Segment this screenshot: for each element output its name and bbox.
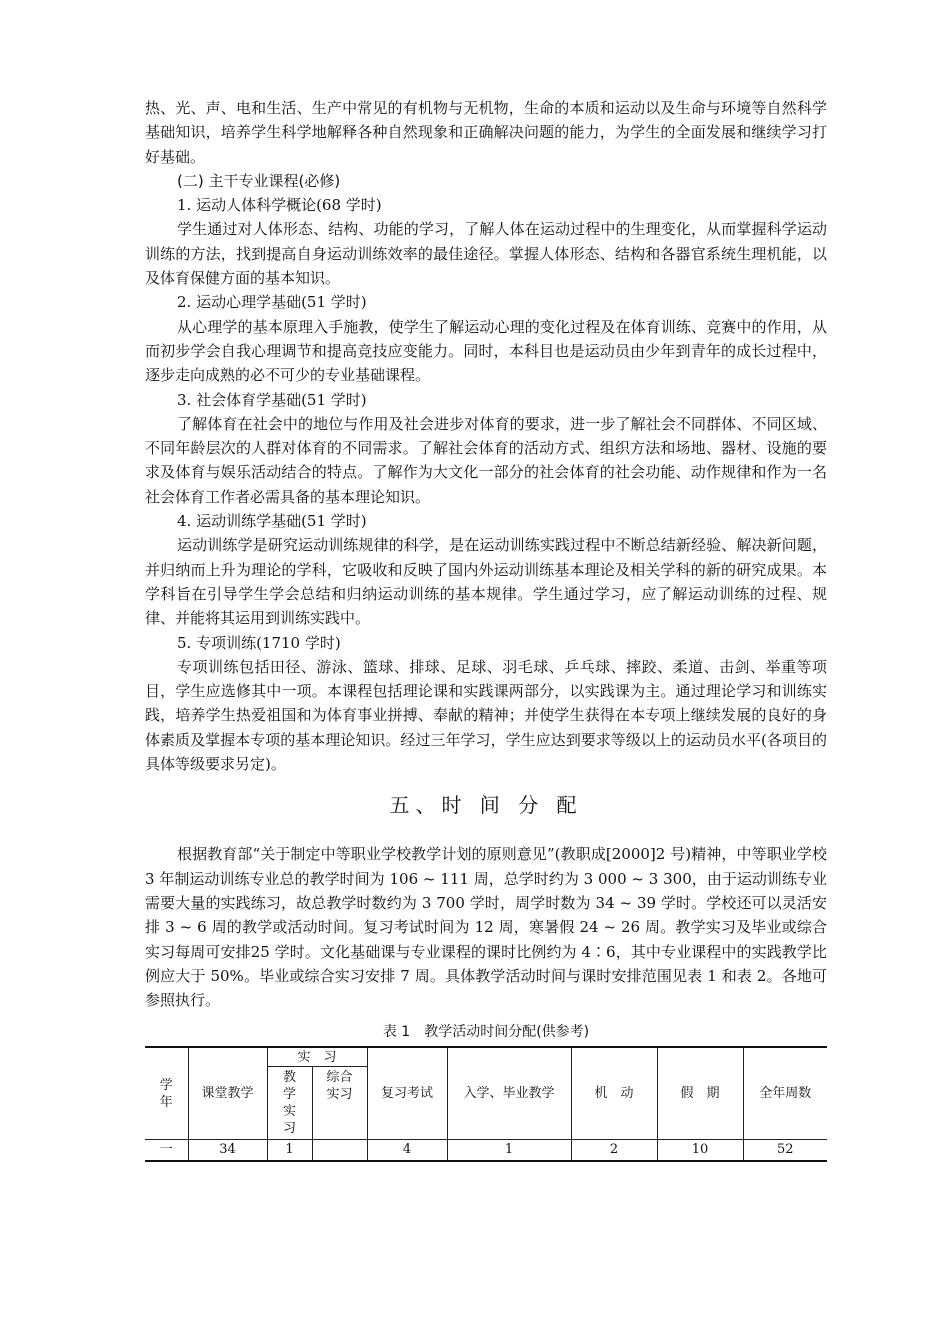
cell-total-weeks: 52 [743, 1140, 827, 1162]
header-classroom: 课堂教学 [188, 1047, 267, 1140]
course-3-title: 3. 社会体育学基础(51 学时) [177, 390, 367, 409]
table-row [145, 1140, 827, 1162]
header-year: 学 年 [145, 1047, 188, 1140]
cell-teaching-practice: 1 [267, 1140, 312, 1162]
cell-enroll-graduate: 1 [447, 1140, 571, 1162]
header-teaching-practice: 教 学 实 习 [267, 1067, 312, 1140]
course-4-title: 4. 运动训练学基础(51 学时) [177, 512, 367, 531]
section-heading: (二) 主干专业课程(必修) [177, 171, 341, 190]
header-comprehensive-practice: 综合 实习 [312, 1067, 367, 1140]
header-vacation: 假 期 [657, 1047, 743, 1140]
course-4-body: 运动训练学是研究运动训练规律的科学，是在运动训练实践过程中不断总结新经验、解决新问题，并归纳而上升为理论的学科，它吸收和反映了国内外运动训练基本理论及相关学科的新的研究成果。本学科旨在引导学生学会总结和归纳运动训练的基本规律。学生通过学习，应了解运动训练的过程、规律、并能将其运用到训练实践中。 [145, 536, 827, 628]
header-review-exam: 复习考试 [367, 1047, 447, 1140]
course-3-body: 了解体育在社会中的地位与作用及社会进步对体育的要求，进一步了解社会不同群体、不同区域、不同年龄层次的人群对体育的不同需求。了解社会体育的活动方式、组织方法和场地、器材、设施的要求及体育与娱乐活动结合的特点。了解作为大文化一部分的社会体育的社会功能、动作规律和作为一名社会体育工作者必需具备的基本理论知识。 [145, 414, 827, 506]
course-2-body: 从心理学的基本原理入手施教，使学生了解运动心理的变化过程及在体育训练、竞赛中的作用，从而初步学会自我心理调节和提高竞技应变能力。同时，本科目也是运动员由少年到青年的成长过程中，逐步走向成熟的必不可少的专业基础课程。 [145, 317, 827, 385]
document-body [145, 96, 827, 1162]
cell-comprehensive-practice [312, 1140, 367, 1162]
course-5-title: 5. 专项训练(1710 学时) [177, 633, 341, 652]
chapter-title: 五、时 间 分 配 [389, 793, 583, 818]
header-practice-group: 实 习 [267, 1047, 367, 1067]
cell-vacation: 10 [657, 1140, 743, 1162]
header-enroll-graduate: 入学、毕业教学 [447, 1047, 571, 1140]
time-allocation-table [145, 1046, 827, 1162]
course-1-title: 1. 运动人体科学概论(68 学时) [177, 196, 382, 215]
cell-review-exam: 4 [367, 1140, 447, 1162]
table-caption: 表 1 教学活动时间分配(供参考) [382, 1024, 590, 1041]
header-flexible: 机 动 [571, 1047, 657, 1140]
cell-year: 一 [145, 1140, 188, 1162]
course-5-body: 专项训练包括田径、游泳、篮球、排球、足球、羽毛球、乒乓球、摔跤、柔道、击剑、举重等项目，学生应选修其中一项。本课程包括理论课和实践课两部分，以实践课为主。通过理论学习和训练实践，培养学生热爱祖国和为体育事业拼搏、奉献的精神；并使学生获得在本专项上继续发展的良好的身体素质及掌握本专项的基本理论知识。经过三年学习，学生应达到要求等级以上的运动员水平(各项目的具体等级要求另定)。 [145, 657, 827, 774]
cell-flexible: 2 [571, 1140, 657, 1162]
course-1-body: 学生通过对人体形态、结构、功能的学习，了解人体在运动过程中的生理变化，从而掌握科学运动训练的方法，找到提高自身运动训练效率的最佳途径。掌握人体形态、结构和各器官系统生理机能，以及体育保健方面的基本知识。 [145, 220, 827, 288]
course-2-title: 2. 运动心理学基础(51 学时) [177, 293, 367, 312]
header-total-weeks: 全年周数 [743, 1047, 827, 1140]
intro-paragraph: 热、光、声、电和生活、生产中常见的有机物与无机物，生命的本质和运动以及生命与环境等自然科学基础知识，培养学生科学地解释各种自然现象和正确解决问题的能力，为学生的全面发展和继续学习打好基础。 [145, 99, 827, 166]
cell-classroom: 34 [188, 1140, 267, 1162]
time-allocation-paragraph: 根据教育部“关于制定中等职业学校教学计划的原则意见”(教职成[2000]2 号)精神，中等职业学校 3 年制运动训练专业总的教学时间为 106 ~ 111 周，总学时约为 3 000 ~ 3 300，由于运动训练专业需要大量的实践练习，故总教学时数约为 3 700 学时，周学时数为 34 ~ 39 学时。学校还可以灵活安排 3 ~ 6 周的教学或活动时间。复习考试时间为 12 周，寒暑假 24 ~ 26 周。教学实习及毕业或综合实习每周可安排25 学时。文化基础课与专业课程的课时比例约为 4∶6，其中专业课程中的实践教学比例应大于 50%。毕业或综合实习安排 7 周。具体教学活动时间与课时安排范围见表 1 和表 2。各地可参照执行。 [145, 845, 827, 1010]
